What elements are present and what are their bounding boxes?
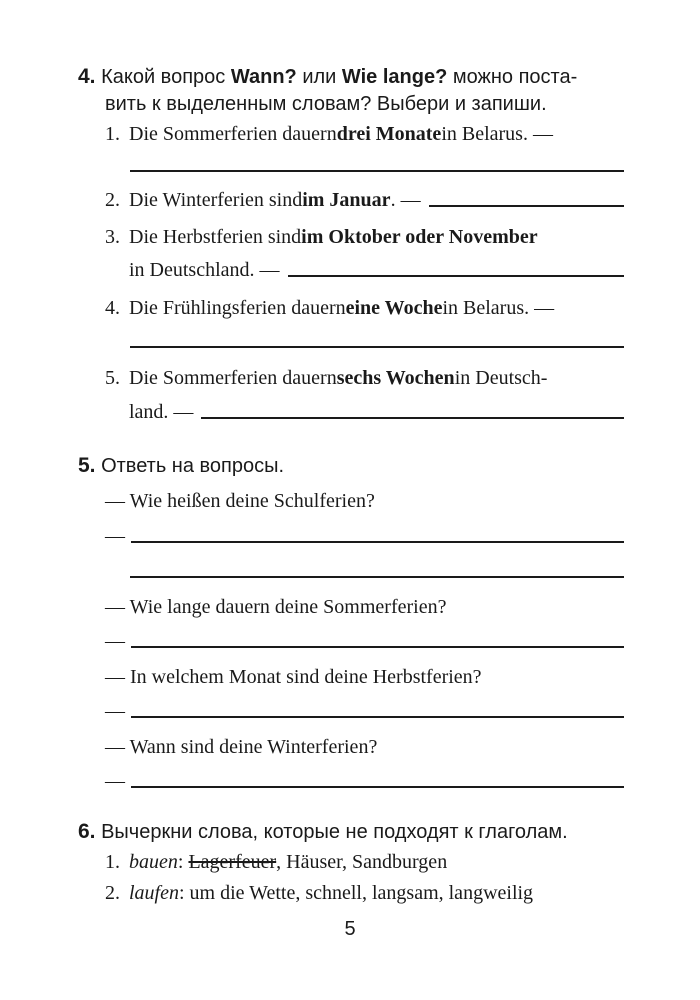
task-5-question-1: — Wie heißen deine Schulferien? (105, 490, 375, 512)
task-5-instruction (78, 451, 638, 481)
verb: laufen (129, 882, 179, 904)
question-wann: Wann? (230, 66, 297, 88)
highlighted-words: im Oktober oder November (301, 226, 538, 248)
item-number: 1. (105, 851, 120, 873)
verb: bauen (129, 851, 178, 873)
task-5-question-3: — In welchem Monat sind deine Herbstferien? (105, 666, 482, 688)
item-text: Die Winterferien sind (129, 189, 303, 211)
task-5-answer-2 (105, 627, 624, 655)
item-number: 4. (105, 297, 120, 319)
task-4-item-3-cont (105, 256, 624, 284)
answer-dash: — (105, 525, 125, 547)
answer-line[interactable] (130, 576, 624, 578)
item-text: Die Frühlingsferien dauern (129, 297, 346, 319)
item-text: in Deutschland. — (129, 259, 280, 281)
struck-word[interactable]: Lagerfeuer (188, 851, 277, 873)
task-5-number: 5. (78, 454, 96, 477)
task-6-number: 6. (78, 820, 96, 843)
instruction-text: можно поста- (447, 66, 578, 88)
answer-dash: — (105, 630, 125, 652)
word-options: , Häuser, Sandburgen (276, 851, 448, 873)
answer-line[interactable] (131, 716, 624, 718)
instruction-text: или (296, 66, 342, 88)
item-text: in Belarus. — (442, 297, 555, 319)
item-text: in Belarus. — (441, 123, 553, 145)
task-4-instruction-line2: вить к выделенным словам? Выбери и запиши. (105, 93, 547, 115)
task-4-item-1 (105, 120, 624, 148)
item-text: land. — (129, 401, 194, 423)
task-4-item-5-cont (105, 398, 624, 426)
task-4-instruction (78, 62, 638, 92)
item-text: Die Sommerferien dauern (129, 123, 337, 145)
highlighted-words: eine Woche (345, 297, 443, 319)
item-number: 2. (105, 189, 120, 211)
instruction-text: Ответь на вопросы. (101, 455, 285, 477)
item-number: 5. (105, 367, 120, 389)
task-5-answer-3 (105, 697, 624, 725)
word-options: : um die Wette, schnell, langsam, langweilig (179, 882, 534, 904)
task-5-answer-1 (105, 522, 624, 550)
task-6-item-1: 1. bauen : Lagerfeuer , Häuser, Sandburgen (105, 848, 624, 876)
answer-dash: — (105, 770, 125, 792)
answer-line[interactable] (131, 786, 624, 788)
task-4-item-5 (105, 364, 624, 392)
answer-line-3[interactable] (288, 275, 624, 277)
instruction-text: Вычеркни слова, которые не подходят к глаголам. (101, 821, 568, 843)
task-4-item-2 (105, 186, 624, 214)
task-5-answer-4 (105, 767, 624, 795)
answer-line-5[interactable] (201, 417, 624, 419)
answer-line[interactable] (131, 541, 624, 543)
task-4-item-4 (105, 294, 624, 322)
item-text: in Deutsch- (454, 367, 548, 389)
page-number: 5 (344, 918, 356, 940)
instruction-text: Какой вопрос (101, 66, 231, 88)
task-6-item-2 (105, 879, 624, 907)
item-number: 3. (105, 226, 120, 248)
item-number: 1. (105, 123, 120, 145)
answer-line-2[interactable] (429, 205, 624, 207)
highlighted-words: sechs Wochen (336, 367, 455, 389)
item-number: 2. (105, 882, 120, 904)
answer-line-4[interactable] (130, 346, 624, 348)
item-text: Die Herbstferien sind (129, 226, 302, 248)
task-5-question-4: — Wann sind deine Winterferien? (105, 736, 378, 758)
answer-line-1[interactable] (130, 170, 624, 172)
task-5-question-2: — Wie lange dauern deine Sommerferien? (105, 596, 447, 618)
highlighted-words: im Januar (302, 189, 391, 211)
highlighted-words: drei Monate (336, 123, 442, 145)
answer-line[interactable] (131, 646, 624, 648)
task-4-number: 4. (78, 65, 96, 88)
item-text: . — (390, 189, 421, 211)
task-6-instruction (78, 817, 678, 847)
question-wie-lange: Wie lange? (341, 66, 448, 88)
item-text: Die Sommerferien dauern (129, 367, 337, 389)
answer-dash: — (105, 700, 125, 722)
task-4-item-3 (105, 223, 624, 251)
